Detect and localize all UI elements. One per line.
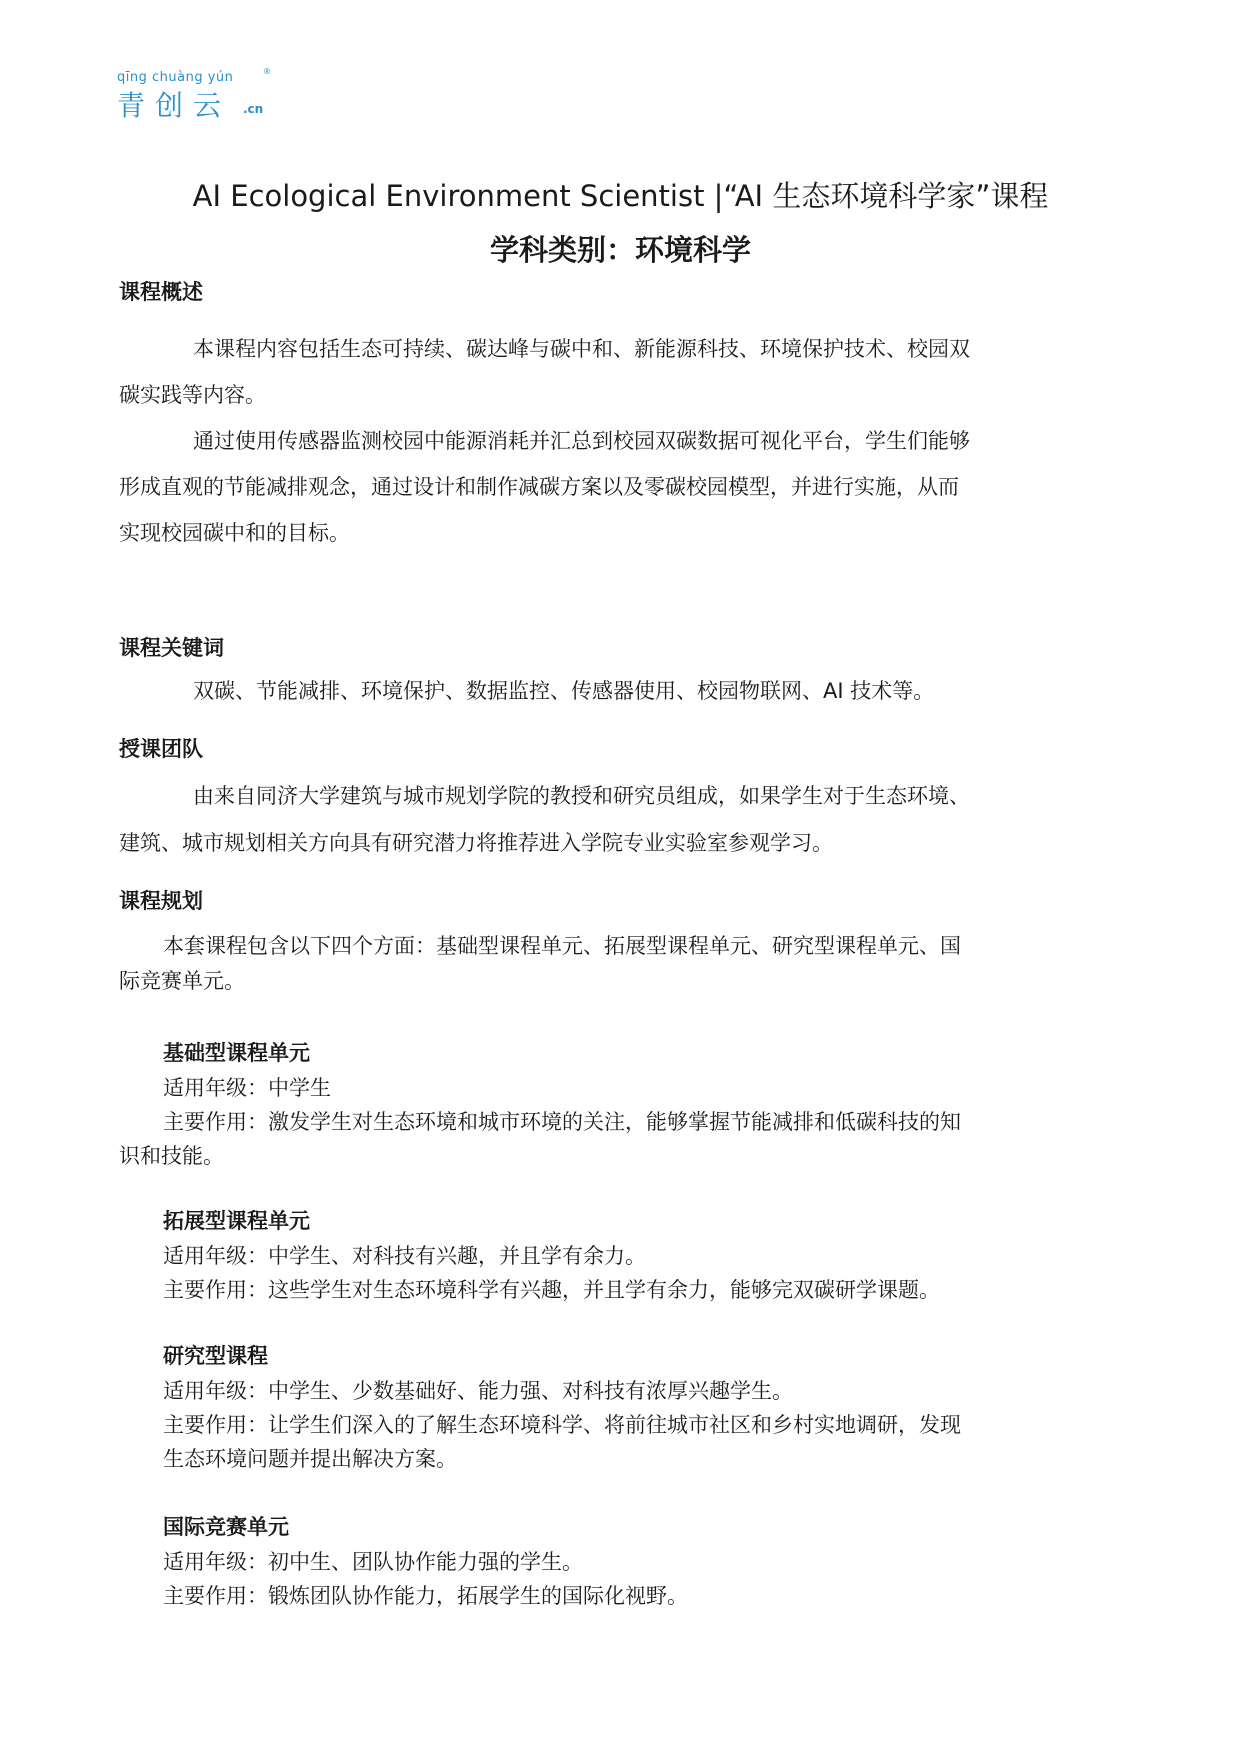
- team-paragraph-line-2: 建筑、城市规划相关方向具有研究潜力将推荐进入学院专业实验室参观学习。: [119, 831, 833, 855]
- section-heading-plan: 课程规划: [119, 889, 203, 913]
- logo-domain-suffix: .cn: [243, 102, 264, 116]
- logo-pinyin: qīng chuàng yún: [117, 70, 234, 85]
- logo-registered-mark: ®: [263, 67, 271, 76]
- unit-competition-grade: 适用年级：初中生、团队协作能力强的学生。: [163, 1550, 583, 1574]
- unit-title-basic: 基础型课程单元: [163, 1041, 310, 1065]
- overview-paragraph-2-line-3: 实现校园碳中和的目标。: [119, 521, 350, 545]
- unit-basic-role-line-1: 主要作用：激发学生对生态环境和城市环境的关注，能够掌握节能减排和低碳科技的知: [163, 1110, 961, 1134]
- unit-title-research: 研究型课程: [163, 1344, 268, 1368]
- unit-research-grade: 适用年级：中学生、少数基础好、能力强、对科技有浓厚兴趣学生。: [163, 1379, 793, 1403]
- overview-paragraph-2-line-2: 形成直观的节能减排观念，通过设计和制作减碳方案以及零碳校园模型，并进行实施，从而: [119, 475, 959, 499]
- unit-research-role-line-2: 生态环境问题并提出解决方案。: [163, 1447, 457, 1471]
- logo-chinese-name: 青创云: [117, 89, 232, 122]
- overview-paragraph-1-line-1: 本课程内容包括生态可持续、碳达峰与碳中和、新能源科技、环境保护技术、校园双: [193, 337, 970, 361]
- section-heading-keywords: 课程关键词: [119, 636, 224, 660]
- unit-competition-role-line-1: 主要作用：锻炼团队协作能力，拓展学生的国际化视野。: [163, 1584, 688, 1608]
- section-heading-overview: 课程概述: [119, 280, 203, 304]
- document-subtitle: 学科类别：环境科学: [489, 233, 751, 267]
- keywords-text: 双碳、节能减排、环境保护、数据监控、传感器使用、校园物联网、AI 技术等。: [193, 679, 935, 703]
- brand-logo: [117, 67, 277, 122]
- overview-paragraph-2-line-1: 通过使用传感器监测校园中能源消耗并汇总到校园双碳数据可视化平台，学生们能够: [193, 429, 970, 453]
- team-paragraph-line-1: 由来自同济大学建筑与城市规划学院的教授和研究员组成，如果学生对于生态环境、: [193, 784, 970, 808]
- overview-paragraph-1-line-2: 碳实践等内容。: [119, 383, 266, 407]
- unit-basic-grade: 适用年级：中学生: [163, 1076, 331, 1100]
- document-title: AI Ecological Environment Scientist |“AI 生态环境科学家”课程: [192, 179, 1049, 213]
- unit-basic-role-line-2: 识和技能。: [119, 1144, 224, 1168]
- unit-extended-grade: 适用年级：中学生、对科技有兴趣，并且学有余力。: [163, 1244, 646, 1268]
- plan-paragraph-line-2: 际竞赛单元。: [119, 969, 245, 993]
- unit-research-role-line-1: 主要作用：让学生们深入的了解生态环境科学、将前往城市社区和乡村实地调研，发现: [163, 1413, 961, 1437]
- unit-extended-role-line-1: 主要作用：这些学生对生态环境科学有兴趣，并且学有余力，能够完双碳研学课题。: [163, 1278, 940, 1302]
- unit-title-competition: 国际竞赛单元: [163, 1515, 289, 1539]
- section-heading-team: 授课团队: [119, 737, 203, 761]
- plan-paragraph-line-1: 本套课程包含以下四个方面：基础型课程单元、拓展型课程单元、研究型课程单元、国: [163, 934, 961, 958]
- unit-title-extended: 拓展型课程单元: [163, 1209, 310, 1233]
